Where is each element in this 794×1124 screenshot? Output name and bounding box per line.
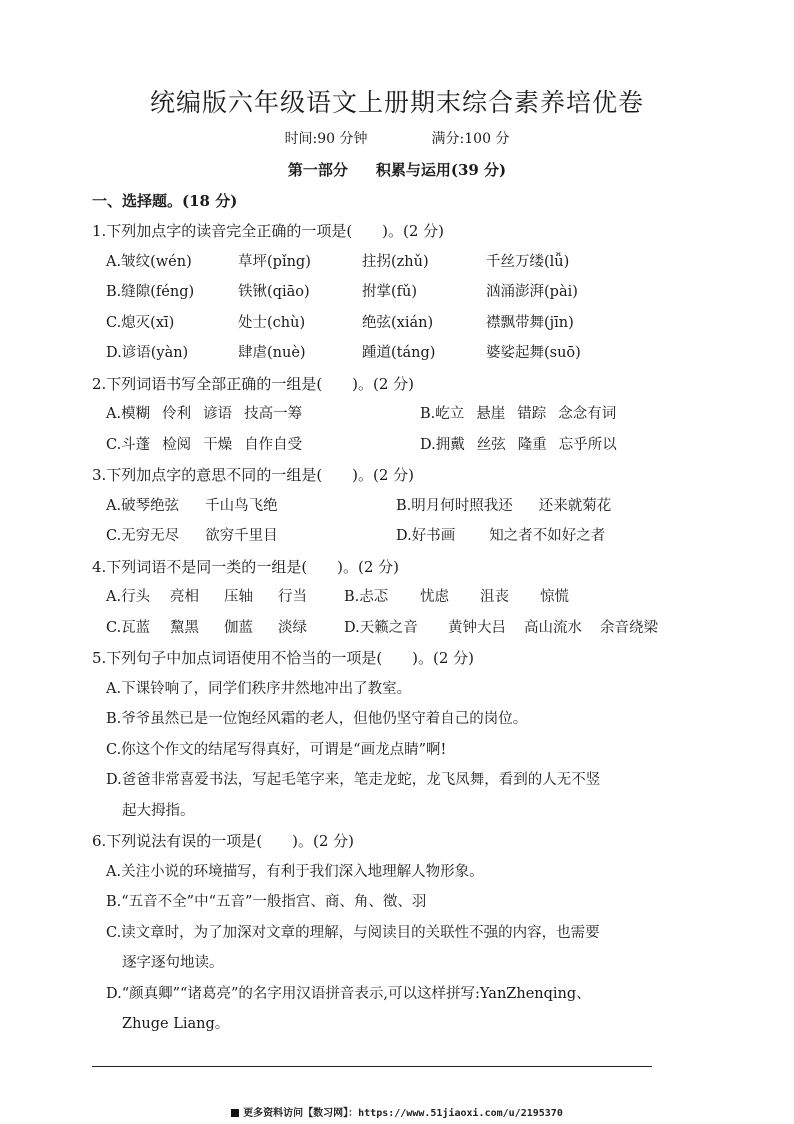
- full-score: 满分:100 分: [431, 131, 510, 147]
- option-item: D.拥戴: [420, 436, 465, 453]
- option-item: 踵道(táng): [362, 345, 436, 361]
- option-item: B.屹立: [420, 406, 465, 422]
- footer-link[interactable]: [0, 1104, 794, 1119]
- question-stem: 4.下列词语不是同一类的一组是( )。(2 分): [92, 557, 400, 576]
- option-item: 压轴: [224, 589, 253, 605]
- option-item: 淡绿: [278, 619, 307, 636]
- section-heading: 一、选择题。(18 分): [92, 192, 238, 210]
- option-item: 肆虐(nuè): [238, 345, 306, 361]
- option-item: 悬崖: [476, 406, 506, 422]
- questions-area: [92, 186, 712, 1040]
- option-line: D.爸爸非常喜爱书法，写起毛笔字来，笔走龙蛇，龙飞凤舞，看到的人无不竖: [106, 772, 601, 788]
- footer-divider: [92, 1066, 652, 1067]
- option-item: A.模糊: [106, 406, 151, 422]
- option-item: D.天籁之音: [344, 619, 418, 636]
- option-item: 拊掌(fǔ): [362, 284, 418, 300]
- option-line: C.你这个作文的结尾写得真好，可谓是“画龙点睛”啊!: [106, 741, 447, 758]
- option-item: C.瓦蓝: [106, 619, 151, 636]
- part-name: 第一部分: [287, 161, 348, 179]
- option-item: 处士(chù): [238, 314, 306, 331]
- option-item: D.好书画: [396, 528, 456, 544]
- option-row: [92, 338, 712, 369]
- option-item: 襟飘带舞(jīn): [486, 314, 574, 331]
- question-stem: 5.下列句子中加点词语使用不恰当的一项是( )。(2 分): [92, 649, 475, 667]
- option-item: 婆娑起舞(suō): [486, 345, 581, 361]
- time-limit: 时间:90 分钟: [284, 131, 368, 147]
- option-item: 自作自受: [244, 436, 303, 453]
- option-item: 谚语: [203, 406, 233, 422]
- option-item: 检阅: [162, 436, 192, 453]
- option-item: B.缝隙(féng): [106, 284, 195, 300]
- option-item: 千丝万缕(lǚ): [486, 253, 570, 270]
- option-line-continued: Zhuge Liang。: [122, 1016, 230, 1032]
- option-item: 伽蓝: [224, 619, 253, 636]
- flag-icon: [231, 1109, 239, 1117]
- option-item: C.熄灭(xī): [106, 314, 175, 331]
- option-item: 错踪: [517, 406, 547, 422]
- option-item: 干燥: [203, 436, 233, 453]
- option-item: 行当: [278, 589, 307, 605]
- option-item: 黄钟大吕: [448, 619, 506, 636]
- option-row: [92, 430, 712, 461]
- option-row: [92, 521, 712, 552]
- option-item: 黧黑: [170, 619, 199, 636]
- option-item: 千山鸟飞绝: [205, 497, 278, 514]
- option-row: [92, 613, 712, 644]
- option-item: 忘乎所以: [558, 436, 617, 453]
- option-item: 惊慌: [540, 589, 569, 605]
- option-item: B.明月何时照我还: [396, 497, 513, 514]
- option-line: D.“颜真卿”“诸葛亮”的名字用汉语拼音表示,可以这样拼写:YanZhenqing、: [106, 985, 591, 1002]
- option-item: 技高一筹: [244, 406, 303, 422]
- part-desc: 积累与运用(39 分): [375, 161, 507, 179]
- part-heading: [0, 159, 794, 181]
- option-row: [92, 308, 712, 339]
- option-row: [92, 491, 712, 522]
- option-item: D.谚语(yàn): [106, 345, 189, 361]
- question-stem: 1.下列加点字的读音完全正确的一项是( )。(2 分): [92, 222, 445, 240]
- option-item: 草坪(pǐng): [238, 253, 311, 270]
- option-line: A.下课铃响了，同学们秩序井然地冲出了教室。: [106, 680, 412, 697]
- option-item: A.行头: [106, 589, 151, 605]
- option-item: 还来就菊花: [538, 497, 612, 514]
- option-item: 丝弦: [476, 436, 506, 453]
- option-row: [92, 247, 712, 278]
- option-item: 余音绕梁: [600, 619, 658, 636]
- option-line: B.“五音不全”中“五音”一般指宫、商、角、徵、羽: [106, 894, 427, 910]
- question-stem: 2.下列词语书写全部正确的一组是( )。(2 分): [92, 374, 415, 393]
- option-item: 铁锹(qiāo): [238, 284, 310, 300]
- option-item: 欲穷千里目: [205, 528, 278, 544]
- option-item: C.斗蓬: [106, 436, 151, 453]
- option-item: 亮相: [170, 589, 199, 605]
- option-item: 沮丧: [480, 589, 509, 605]
- option-line-continued: 逐字逐句地读。: [122, 955, 224, 971]
- option-item: B.忐忑: [344, 589, 389, 605]
- option-line: A.关注小说的环境描写，有利于我们深入地理解人物形象。: [106, 863, 484, 880]
- option-item: A.皱纹(wén): [106, 253, 192, 270]
- option-item: 念念有词: [558, 406, 617, 422]
- option-item: 伶利: [162, 406, 192, 422]
- option-item: 知之者不如好之者: [489, 528, 606, 544]
- option-row: [92, 277, 712, 308]
- option-item: 绝弦(xián): [362, 314, 434, 331]
- option-item: 高山流水: [524, 619, 582, 636]
- option-item: A.破琴绝弦: [106, 497, 180, 514]
- question-stem: 3.下列加点字的意思不同的一组是( )。(2 分): [92, 466, 415, 484]
- option-item: 拄拐(zhǔ): [362, 253, 429, 270]
- option-line-continued: 起大拇指。: [122, 802, 195, 819]
- option-item: 隆重: [517, 436, 547, 453]
- option-row: [92, 582, 712, 613]
- option-item: C.无穷无尽: [106, 528, 180, 544]
- question-stem: 6.下列说法有误的一项是( )。(2 分): [92, 832, 355, 850]
- option-line: C.读文章时，为了加深对文章的理解，与阅读目的关联性不强的内容，也需要: [106, 924, 600, 941]
- exam-meta: [0, 128, 794, 150]
- option-line: B.爷爷虽然已是一位饱经风霜的老人，但他仍坚守着自己的岗位。: [106, 711, 528, 727]
- option-item: 忧虑: [420, 589, 449, 605]
- exam-title: 统编版六年级语文上册期末综合素养培优卷: [149, 88, 644, 117]
- option-item: 汹涌澎湃(pài): [486, 284, 578, 300]
- footer-text: 更多资料访问【数习网】：https://www.51jiaoxi.com/u/2195370: [243, 1108, 563, 1119]
- option-row: [92, 399, 712, 430]
